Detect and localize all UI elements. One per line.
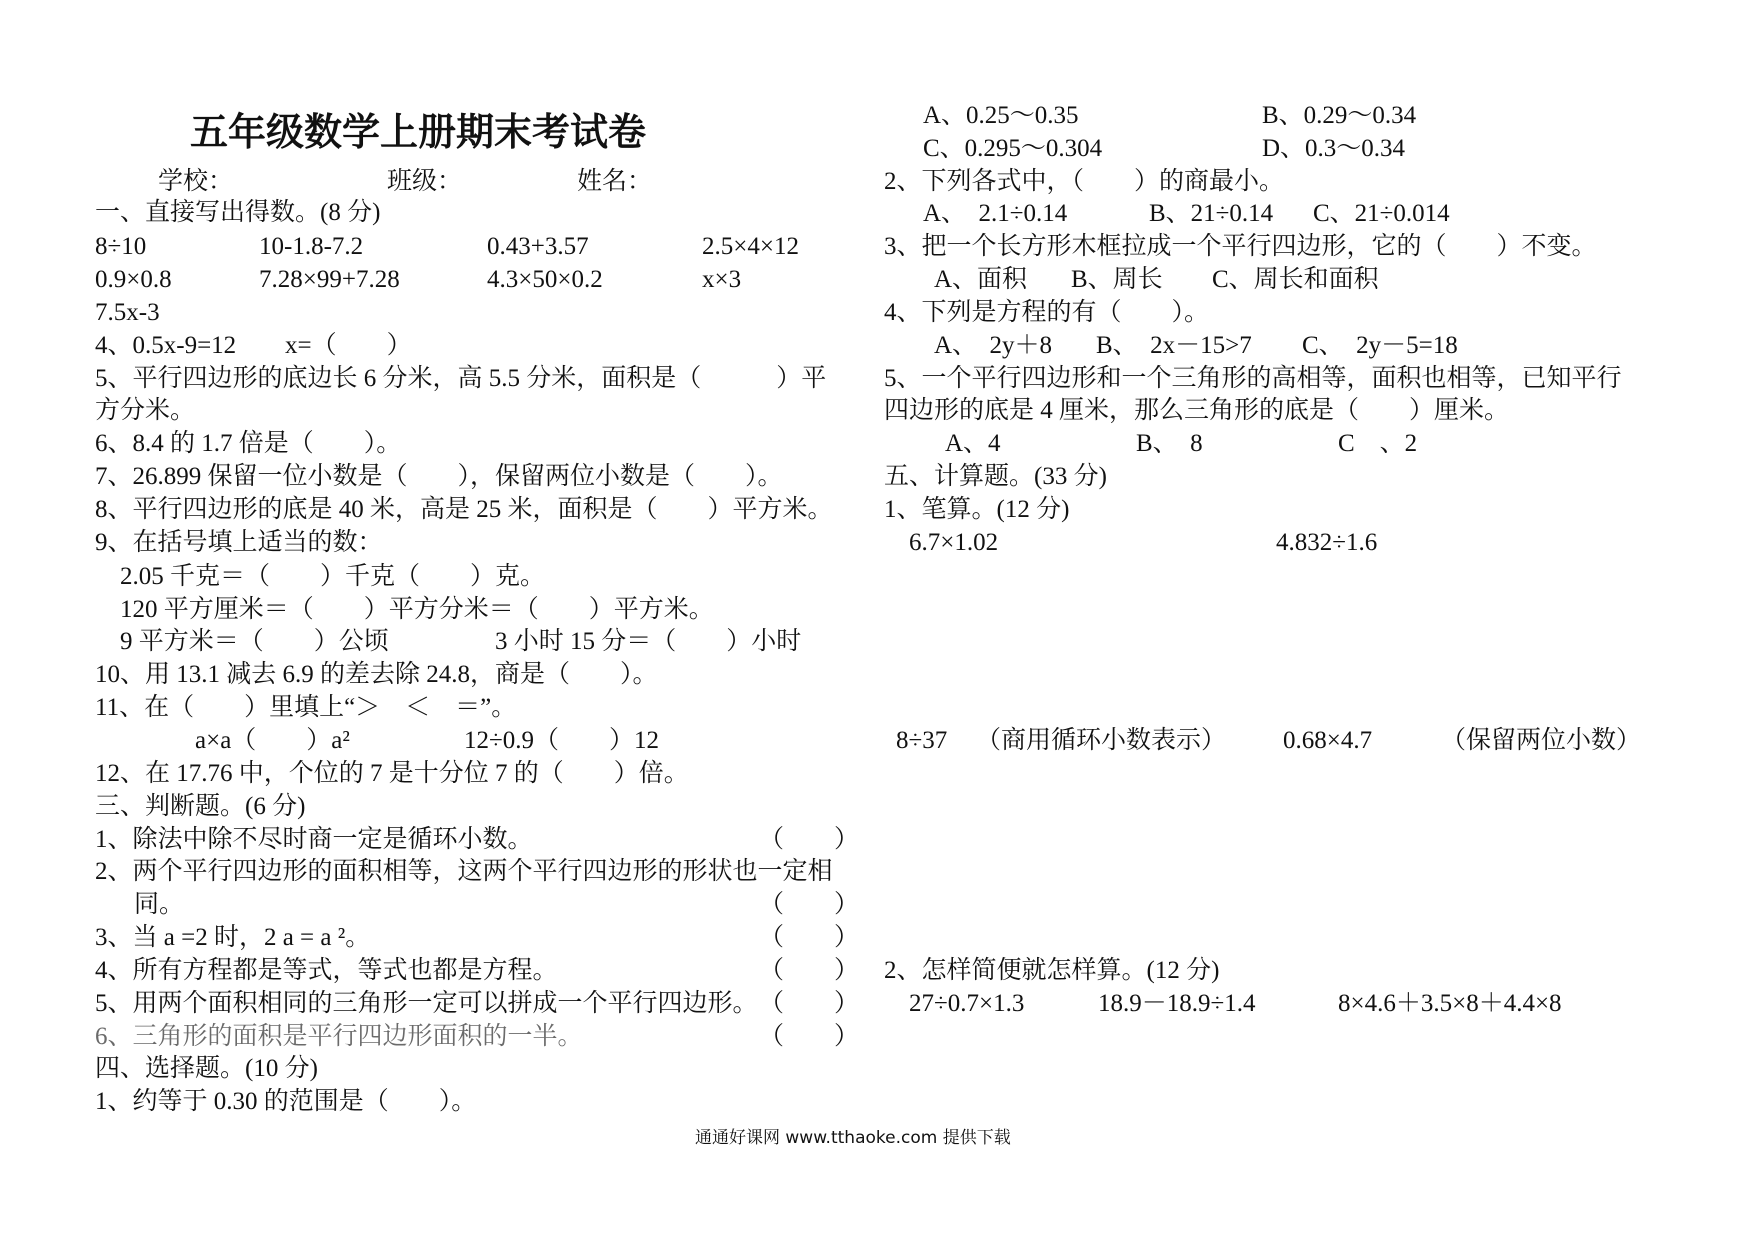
choice-option: C、 2y－5=18 bbox=[1302, 332, 1458, 359]
choice-option: A、面积 bbox=[934, 266, 1028, 293]
oral-calc-item: 2.5×4×12 bbox=[702, 233, 799, 260]
choice-option: C、0.295～0.304 bbox=[923, 135, 1103, 162]
choice-option: A、0.25～0.35 bbox=[923, 102, 1079, 129]
judgment-item: 5、用两个面积相同的三角形一定可以拼成一个平行四边形。 bbox=[95, 990, 758, 1017]
question-11-part: a×a（ ）a² bbox=[195, 727, 350, 754]
question-9-stem: 9、在括号填上适当的数： bbox=[95, 529, 383, 556]
judgment-answer-blank: （ ） bbox=[759, 957, 860, 984]
question-10: 10、用 13.1 减去 6.9 的差去除 24.8，商是（ ）。 bbox=[95, 661, 658, 688]
question-12: 12、在 17.76 中，个位的 7 是十分位 7 的（ ）倍。 bbox=[95, 760, 689, 787]
choice-option: B、0.29～0.34 bbox=[1262, 102, 1417, 129]
choice-option: C、周长和面积 bbox=[1212, 266, 1379, 293]
choice-option: A、 2.1÷0.14 bbox=[923, 200, 1068, 227]
choice-option: A、4 bbox=[945, 430, 1001, 457]
oral-calc-item: x×3 bbox=[702, 266, 742, 293]
choice-option: B、 8 bbox=[1136, 430, 1203, 457]
choice-question-5-stem-line-1: 5、一个平行四边形和一个三角形的高相等，面积也相等，已知平行 bbox=[884, 365, 1622, 392]
school-field-label: 学校： bbox=[158, 168, 234, 195]
section-3-heading: 三、判断题。(6 分) bbox=[95, 793, 306, 820]
question-5-line-2: 方分米。 bbox=[95, 397, 196, 424]
choice-question-4-stem: 4、下列是方程的有（ ）。 bbox=[884, 299, 1210, 326]
judgment-item: 3、当 a =2 时，2 a = a ²。 bbox=[95, 924, 371, 951]
calc-problem: 18.9－18.9÷1.4 bbox=[1098, 990, 1256, 1017]
question-11-stem: 11、在（ ）里填上“＞ ＜ ＝”。 bbox=[95, 694, 517, 721]
page-title: 五年级数学上册期末考试卷 bbox=[190, 109, 647, 154]
calc-problem-note: （保留两位小数） bbox=[1441, 727, 1642, 754]
name-field-label: 姓名： bbox=[577, 168, 653, 195]
choice-option: C、21÷0.014 bbox=[1313, 200, 1450, 227]
judgment-answer-blank: （ ） bbox=[759, 990, 860, 1017]
page-footer: 通通好课网 www.tthaoke.com 提供下载 bbox=[695, 1128, 1011, 1148]
calc-part-1-heading: 1、笔算。(12 分) bbox=[884, 496, 1070, 523]
choice-question-1-stem: 1、约等于 0.30 的范围是（ ）。 bbox=[95, 1088, 477, 1115]
question-4: 4、0.5x-9=12 bbox=[95, 332, 237, 359]
question-4-answer-blank: x=（ ） bbox=[285, 332, 412, 359]
oral-calc-item: 0.9×0.8 bbox=[95, 266, 172, 293]
oral-calc-item: 7.28×99+7.28 bbox=[259, 266, 400, 293]
oral-calc-item: 4.3×50×0.2 bbox=[487, 266, 603, 293]
oral-calc-item: 10-1.8-7.2 bbox=[259, 233, 364, 260]
oral-calc-item: 7.5x-3 bbox=[95, 299, 160, 326]
calc-problem: 6.7×1.02 bbox=[909, 529, 999, 556]
question-9-part: 2.05 千克＝（ ）千克（ ）克。 bbox=[120, 563, 546, 590]
section-5-heading: 五、计算题。(33 分) bbox=[884, 463, 1107, 490]
calc-problem: 0.68×4.7 bbox=[1283, 727, 1373, 754]
section-1-heading: 一、直接写出得数。(8 分) bbox=[95, 199, 381, 226]
choice-option: B、周长 bbox=[1071, 266, 1163, 293]
question-9-part: 3 小时 15 分＝（ ）小时 bbox=[495, 628, 802, 655]
section-4-heading: 四、选择题。(10 分) bbox=[95, 1055, 318, 1082]
question-6: 6、8.4 的 1.7 倍是（ ）。 bbox=[95, 430, 402, 457]
question-5-line-1: 5、平行四边形的底边长 6 分米，高 5.5 分米，面积是（ ）平 bbox=[95, 365, 827, 392]
choice-question-5-stem-line-2: 四边形的底是 4 厘米，那么三角形的底是（ ）厘米。 bbox=[884, 397, 1510, 424]
question-7: 7、26.899 保留一位小数是（ ），保留两位小数是（ ）。 bbox=[95, 463, 783, 490]
question-8: 8、平行四边形的底是 40 米，高是 25 米，面积是（ ）平方米。 bbox=[95, 496, 833, 523]
question-11-part: 12÷0.9（ ）12 bbox=[464, 727, 659, 754]
judgment-item: 1、除法中除不尽时商一定是循环小数。 bbox=[95, 826, 533, 853]
oral-calc-item: 0.43+3.57 bbox=[487, 233, 589, 260]
choice-option: D、0.3～0.34 bbox=[1262, 135, 1406, 162]
class-field-label: 班级： bbox=[387, 168, 463, 195]
question-9-part: 9 平方米＝（ ）公顷 bbox=[120, 628, 389, 655]
judgment-answer-blank: （ ） bbox=[759, 826, 860, 853]
judgment-answer-blank: （ ） bbox=[759, 1023, 860, 1050]
choice-option: C 、2 bbox=[1338, 430, 1418, 457]
judgment-item: 6、三角形的面积是平行四边形面积的一半。 bbox=[95, 1023, 583, 1050]
calc-problem-note: （商用循环小数表示） bbox=[976, 727, 1227, 754]
judgment-item-continuation: 同。 bbox=[134, 891, 185, 918]
judgment-item: 2、两个平行四边形的面积相等，这两个平行四边形的形状也一定相 bbox=[95, 858, 833, 885]
calc-part-2-heading: 2、怎样简便就怎样算。(12 分) bbox=[884, 957, 1220, 984]
calc-problem: 4.832÷1.6 bbox=[1276, 529, 1378, 556]
choice-option: B、 2x－15>7 bbox=[1096, 332, 1252, 359]
judgment-answer-blank: （ ） bbox=[759, 891, 860, 918]
question-9-part: 120 平方厘米＝（ ）平方分米＝（ ）平方米。 bbox=[120, 596, 714, 623]
calc-problem: 8×4.6＋3.5×8＋4.4×8 bbox=[1338, 990, 1562, 1017]
choice-option: B、21÷0.14 bbox=[1149, 200, 1274, 227]
calc-problem: 8÷37 bbox=[896, 727, 948, 754]
choice-option: A、 2y＋8 bbox=[934, 332, 1053, 359]
calc-problem: 27÷0.7×1.3 bbox=[909, 990, 1025, 1017]
judgment-item: 4、所有方程都是等式，等式也都是方程。 bbox=[95, 957, 558, 984]
choice-question-3-stem: 3、把一个长方形木框拉成一个平行四边形，它的（ ）不变。 bbox=[884, 233, 1597, 260]
judgment-answer-blank: （ ） bbox=[759, 924, 860, 951]
oral-calc-item: 8÷10 bbox=[95, 233, 147, 260]
choice-question-2-stem: 2、下列各式中，（ ）的商最小。 bbox=[884, 168, 1285, 195]
